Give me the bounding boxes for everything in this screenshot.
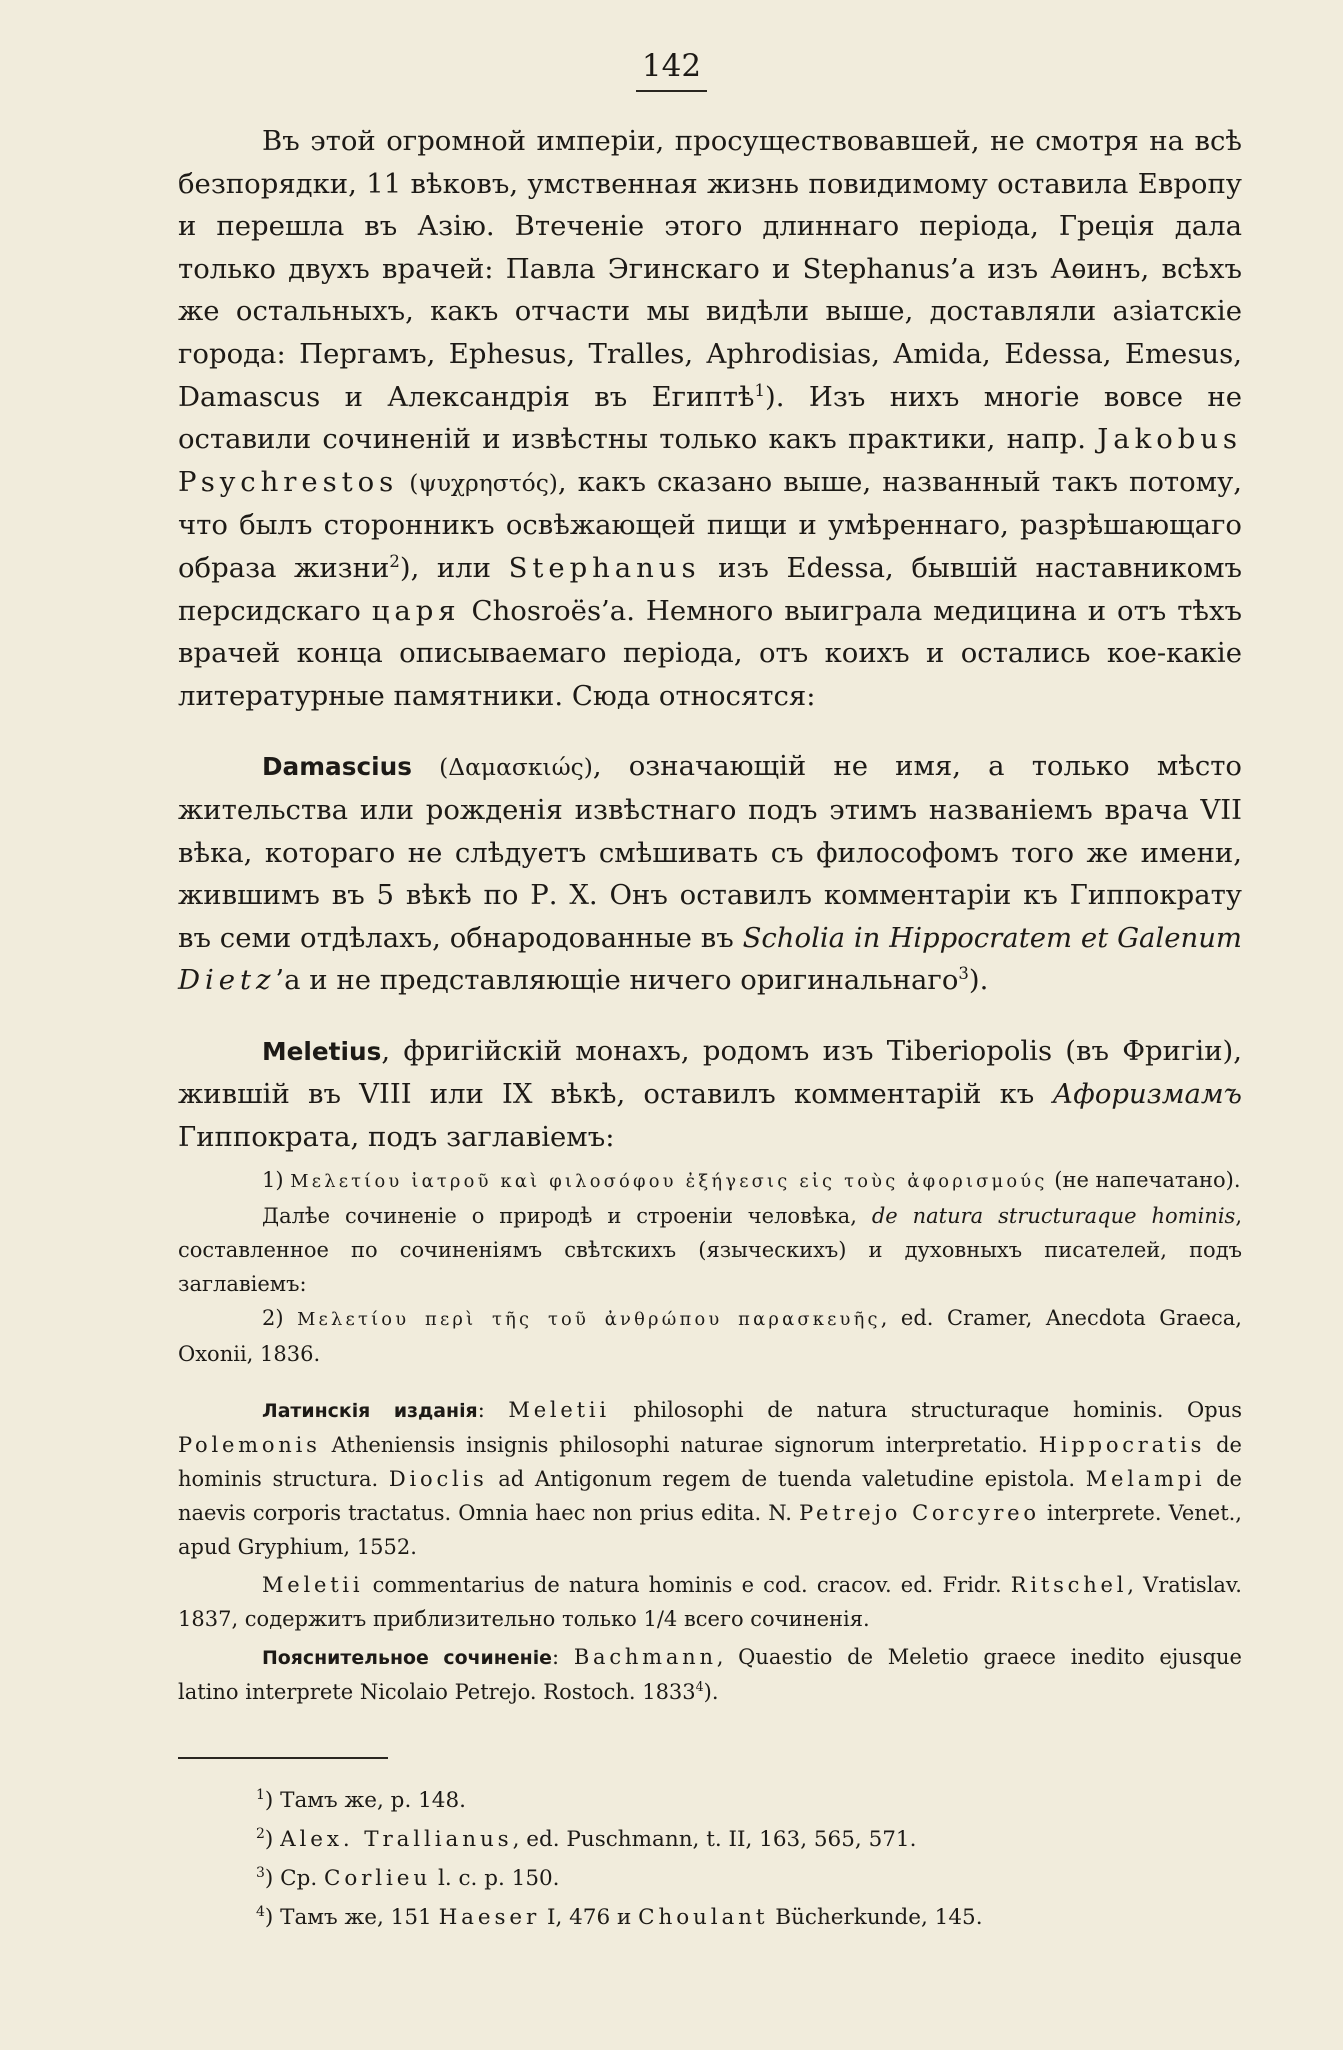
greek-term: (Δαμασκιώς)	[439, 753, 593, 782]
explanatory-work: Пояснительное сочиненіе: Bachmann, Quaestio de Meletio graece inedito ejusque latino interprete Nicolaio Petrejo. Rostoch. 1833$^4$).	[178, 1644, 1242, 1704]
footnote-ref: 4	[695, 1678, 704, 1694]
spaced-name: Stephanus	[508, 551, 701, 584]
latin-title: de natura structuraque hominis	[871, 1203, 1236, 1228]
footnote-ref: 2	[389, 551, 400, 571]
work-1: 1) Μελετίου ἰατροῦ καὶ φιλοσόφου ἐξήγεσις εἰς τοὺς ἀφορισμούς (не напечатано).	[262, 1167, 1241, 1192]
footnote-ref: 3	[958, 964, 969, 984]
footnote-1: $^1$) Тамъ же, p. 148.	[256, 1786, 466, 1813]
book-title: Scholia in Hippocratem et Galenum	[742, 921, 1242, 954]
spaced-word: царя	[371, 594, 461, 627]
greek-title: Μελετίου περὶ τῆς τοῦ ἀνθρώπου παρασκευῆς	[297, 1308, 881, 1330]
footnote-ref: 1	[754, 380, 766, 400]
work-2: 2) Μελετίου περὶ τῆς τοῦ ἀνθρώπου παρασκευῆς, ed. Cramer, Anecdota Graeca, Oxonii, 1836.	[178, 1305, 1242, 1366]
greek-term: (ψυχρηστός)	[409, 468, 558, 497]
work-2-intro: Далѣе сочиненіе о природѣ и строеніи человѣка, de natura structuraque hominis, составленное по сочиненіямъ свѣтскихъ (языческихъ) и духовныхъ писателей, подъ заглавіемъ:	[178, 1203, 1242, 1296]
section-label: Пояснительное сочиненіе	[262, 1646, 552, 1669]
entry-heading: Damascius	[262, 752, 412, 782]
book-title: Афоризмамъ	[1052, 1078, 1243, 1111]
footnote-divider	[178, 1757, 388, 1759]
footnote-2: $^2$) Alex. Trallianus, ed. Puschmann, t. II, 163, 565, 571.	[256, 1825, 917, 1852]
fraction: 1/4	[643, 1606, 678, 1631]
paragraph-intro: Въ этой огромной имперіи, просуществовавшей, не смотря на всѣ безпорядки, 11 вѣковъ, умственная жизнь повидимому оставила Европу и перешла въ Азію. Втеченіе этого длиннаго періода, Грецiя дала только двухъ врачей: Павла Эгинскаго и Stephanus’а изъ Аѳинъ, всѣхъ же остальныхъ, какъ отчасти мы видѣли выше, доставляли азіатскіе города: Пергамъ, Ephesus, Tralles, Aphrodisias, Amida, Edessa, Emesus, Damascus и Александрія въ Египтѣ$^1$). Изъ нихъ многіе вовсе не оставили сочиненій и извѣстны только какъ практики, напр. Jakobus Psychrestos (ψυχρηστός), какъ сказано выше, названный такъ потому, что былъ сторонникъ освѣжающей пищи и умѣреннаго, разрѣшающаго образа жизни$^2$), или Stephanus изъ Edessa, бывшій наставникомъ персидскаго царя Chosroës’а. Немного выиграла медицина и отъ тѣхъ врачей конца описываемаго періода, отъ коихъ и остались кое-какіе литературные памятники. Сюда относятся:	[178, 125, 1243, 712]
section-label: Латинскія изданія	[262, 1399, 478, 1422]
page-number: 142	[0, 48, 1343, 92]
entry-heading: Meletius	[262, 1036, 382, 1066]
footnote-3: $^3$) Cp. Corlieu l. c. p. 150.	[256, 1864, 560, 1891]
footnote-4: $^4$) Тамъ же, 151 Haeser I, 476 и Choulant Bücherkunde, 145.	[256, 1903, 983, 1930]
latin-editions: Латинскія изданія: Meletii philosophi de natura structuraque hominis. Opus Polemonis Atheniensis insignis philosophi naturae signorum interpretatio. Hippocratis de hominis structura. Dioclis ad Antigonum regem de tuenda valetudine epistola. Melampi de naevis corporis tractatus. Omnia haec non prius edita. N. Petrejo Corcyreo interprete. Venet., apud Gryphium, 1552.	[178, 1397, 1243, 1559]
page-body	[178, 120, 1242, 1937]
spaced-name: Dietz	[178, 964, 276, 997]
greek-title: Μελετίου ἰατροῦ καὶ φιλοσόφου ἐξήγεσις εἰς τοὺς ἀφορισμούς	[290, 1170, 1048, 1192]
ritschel-edition: Meletii commentarius de natura hominis e cod. cracov. ed. Fridr. Ritschel, Vratislav. 1837, содержитъ приблизительно только 1/4 всего сочиненія.	[178, 1572, 1242, 1631]
paragraph-damascius: Damascius (Δαμασκιώς), означающій не имя, а только мѣсто жительства или рожденія извѣстнаго подъ этимъ названіемъ врача VII вѣка, котораго не слѣдуетъ смѣшивать съ философомъ того же имени, жившимъ въ 5 вѣкѣ по Р. Х. Онъ оставилъ комментаріи къ Гиппократу въ семи отдѣлахъ, обнародованные въ Scholia in Hippocratem et Galenum Dietz’а и не представляющіе ничего оригинальнаго$^3$).	[178, 750, 1242, 997]
paragraph-meletius: Meletius, фригійскій монахъ, родомъ изъ Tiberiopolis (въ Фригіи), жившій въ VIII или IX вѣкѣ, оставилъ комментарій къ Афоризмамъ Гиппократа, подъ заглавіемъ:	[178, 1034, 1243, 1154]
spaced-name: Jakobus Psychrestos	[178, 423, 1242, 498]
